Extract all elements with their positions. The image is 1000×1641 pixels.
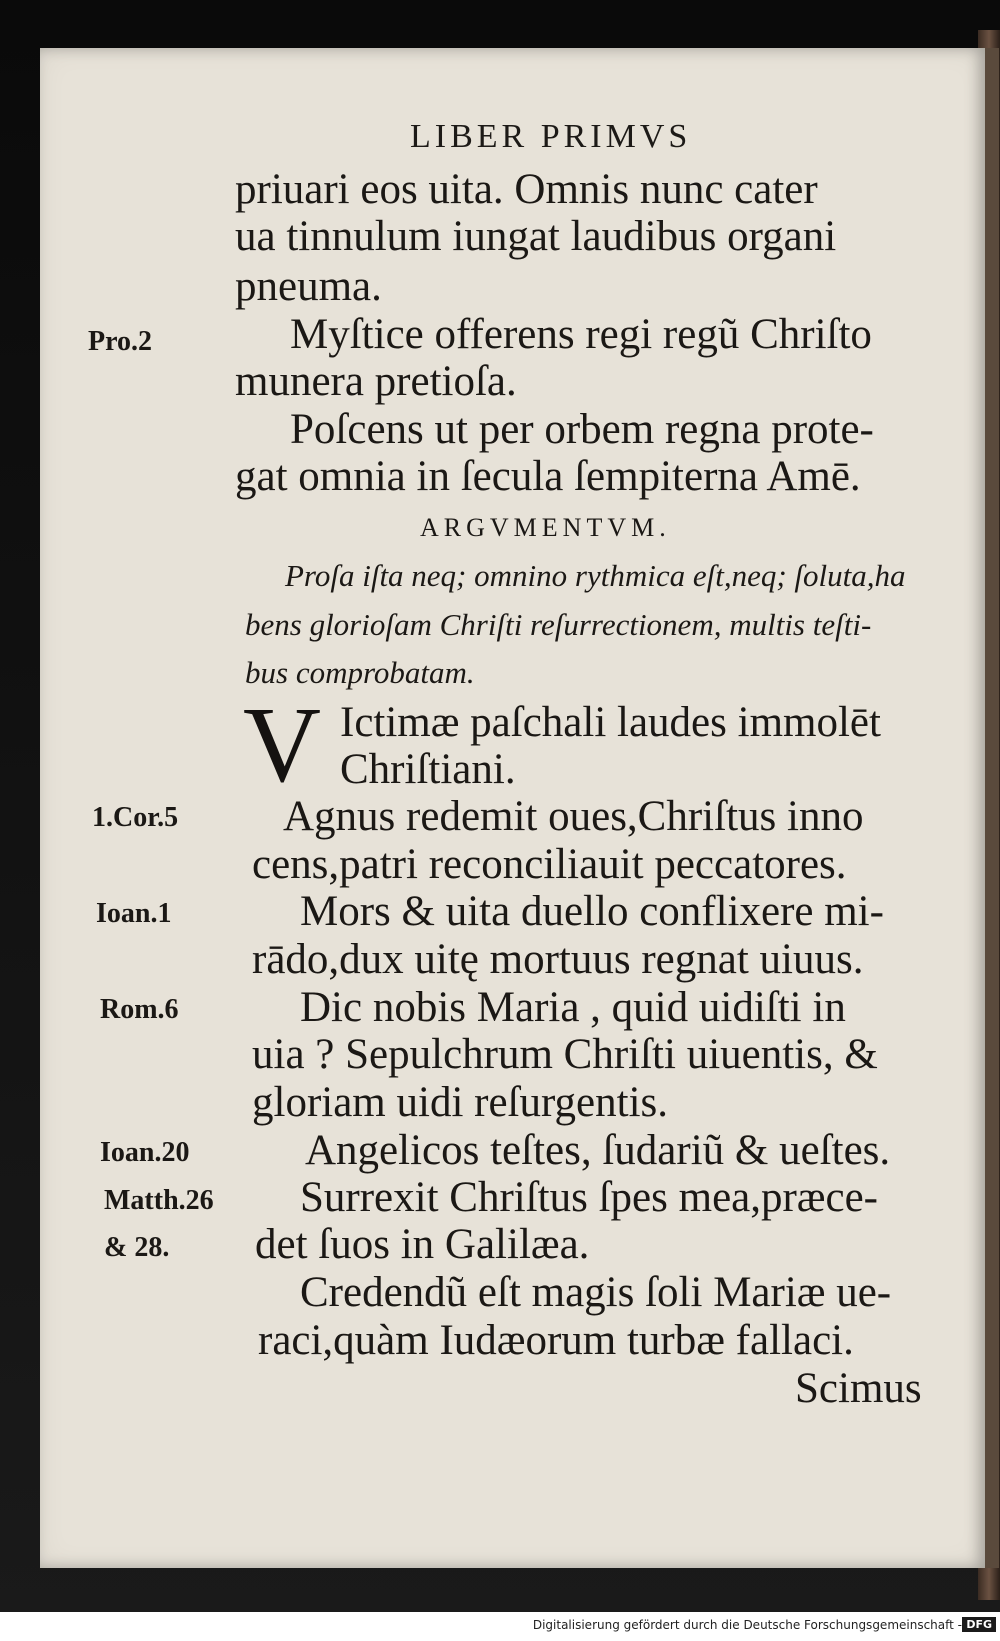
prose-line: Credendũ eſt magis ſoli Mariæ ue-: [300, 1269, 892, 1316]
funding-credit: Digitalisierung gefördert durch die Deutsche Forschungsgemeinschaft -: [532, 1618, 962, 1632]
prose-line: Chriſtiani.: [340, 746, 516, 793]
body-line: gat omnia in ſecula ſempiterna Amē.: [235, 453, 861, 500]
body-line: pneuma.: [235, 263, 382, 310]
argument-line: bus comprobatam.: [245, 655, 475, 690]
margin-note: 1.Cor.5: [92, 802, 179, 833]
prose-line: uia ? Sepulchrum Chriſti uiuentis, &: [252, 1031, 878, 1078]
margin-note: Rom.6: [100, 994, 179, 1025]
drop-cap: V: [243, 686, 321, 805]
prose-line: rādo,dux uitę mortuus regnat uiuus.: [252, 936, 864, 983]
argument-line: bens glorioſam Chriſti reſurrectionem, multis teſti-: [245, 607, 872, 642]
prose-line: Dic nobis Maria , quid uidiſti in: [300, 984, 846, 1031]
prose-line: det ſuos in Galilæa.: [255, 1221, 590, 1268]
prose-line: Mors & uita duello conflixere mi-: [300, 888, 884, 935]
body-line: priuari eos uita. Omnis nunc cater: [235, 166, 818, 213]
margin-note: Pro.2: [88, 326, 153, 357]
footer-bar: [0, 1612, 1000, 1641]
argument-title: ARGVMENTVM.: [420, 513, 671, 542]
prose-line: Surrexit Chriſtus ſpes mea,præce-: [300, 1174, 878, 1221]
catchword: Scimus: [795, 1365, 922, 1412]
body-line: munera pretioſa.: [235, 358, 517, 405]
dfg-logo: DFG: [962, 1617, 996, 1632]
body-line: Myſtice offerens regi regũ Chriſto: [290, 311, 872, 358]
margin-note: Matth.26: [104, 1185, 214, 1216]
prose-line: raci,quàm Iudæorum turbæ fallaci.: [258, 1317, 854, 1364]
argument-line: Proſa iſta neq; omnino rythmica eſt,neq; ſoluta,ha: [285, 558, 906, 593]
prose-line: gloriam uidi reſurgentis.: [252, 1079, 668, 1126]
running-head: LIBER PRIMVS: [410, 118, 692, 155]
prose-line: Agnus redemit oues,Chriſtus inno: [283, 793, 864, 840]
margin-note: & 28.: [104, 1232, 170, 1263]
prose-line: cens,patri reconciliauit peccatores.: [252, 841, 847, 888]
prose-line: Ictimæ paſchali laudes immolēt: [340, 699, 881, 746]
margin-note: Ioan.1: [96, 898, 172, 929]
body-line: Poſcens ut per orbem regna prote-: [290, 406, 874, 453]
margin-note: Ioan.20: [100, 1137, 190, 1168]
prose-line: Angelicos teſtes, ſudariũ & ueſtes.: [305, 1127, 891, 1174]
body-line: ua tinnulum iungat laudibus organi: [235, 213, 837, 260]
